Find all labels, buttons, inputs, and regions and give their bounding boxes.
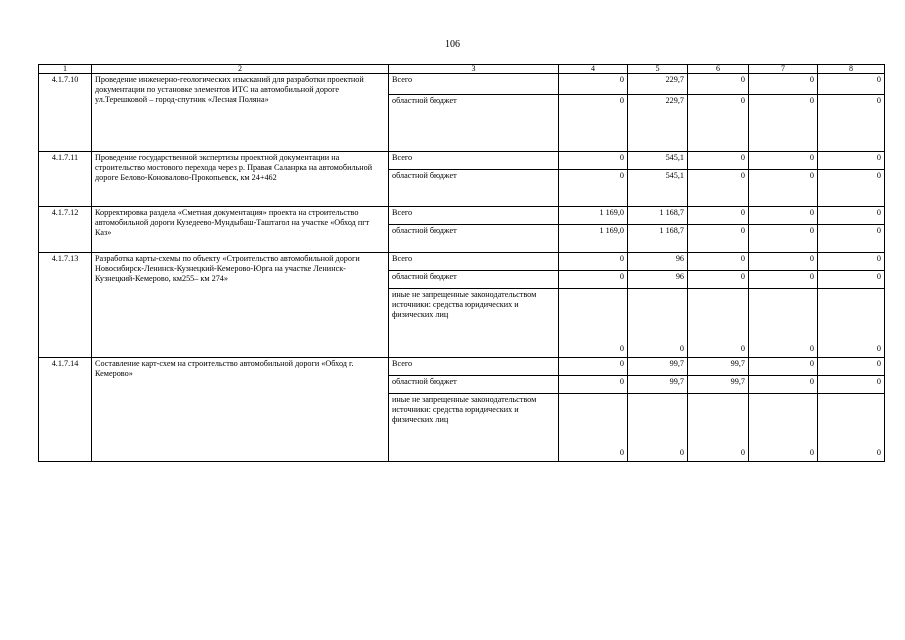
value-cell: 0 (688, 394, 749, 462)
value-cell: 0 (818, 170, 885, 207)
funding-source: иные не запрещенные законодательством источники: средства юридических и физических лиц (389, 394, 559, 462)
value-cell: 0 (559, 358, 628, 376)
item-name: Проведение инженерно-геологических изысканий для разработки проектной документации по установке элементов ИТС на автомобильной дороге ул.Терешковой – город-спутник «Лесная Поляна» (92, 74, 389, 152)
column-number: 5 (628, 65, 688, 74)
item-code: 4.1.7.12 (39, 207, 92, 253)
value-cell: 0 (559, 152, 628, 170)
value-cell: 0 (749, 207, 818, 225)
value-cell: 1 169,0 (559, 207, 628, 225)
funding-source: областной бюджет (389, 271, 559, 289)
value-cell: 0 (559, 289, 628, 358)
item-name: Составление карт-схем на строительство автомобильной дороги «Обход г. Кемерово» (92, 358, 389, 462)
value-cell: 0 (818, 152, 885, 170)
value-cell: 0 (688, 95, 749, 152)
value-cell: 0 (559, 394, 628, 462)
funding-table (38, 64, 885, 462)
table-row (39, 253, 885, 271)
value-cell: 0 (628, 394, 688, 462)
funding-source: областной бюджет (389, 376, 559, 394)
value-cell: 0 (749, 271, 818, 289)
item-code: 4.1.7.14 (39, 358, 92, 462)
value-cell: 0 (749, 95, 818, 152)
value-cell: 545,1 (628, 152, 688, 170)
value-cell: 0 (818, 358, 885, 376)
column-number: 4 (559, 65, 628, 74)
value-cell: 0 (818, 271, 885, 289)
funding-source: Всего (389, 207, 559, 225)
value-cell: 0 (559, 253, 628, 271)
value-cell: 0 (688, 152, 749, 170)
column-number: 7 (749, 65, 818, 74)
item-name: Корректировка раздела «Сметная документация» проекта на строительство автомобильной дороги Кузедеево-Мундыбаш-Таштагол на участке «Обход пгт Каз» (92, 207, 389, 253)
page-number: 106 (445, 39, 460, 50)
value-cell: 0 (818, 95, 885, 152)
funding-source: областной бюджет (389, 95, 559, 152)
table-row (39, 207, 885, 225)
funding-source: Всего (389, 74, 559, 95)
value-cell: 545,1 (628, 170, 688, 207)
column-number: 8 (818, 65, 885, 74)
value-cell: 0 (559, 376, 628, 394)
value-cell: 0 (749, 253, 818, 271)
value-cell: 0 (818, 225, 885, 253)
column-number: 2 (92, 65, 389, 74)
value-cell: 99,7 (688, 376, 749, 394)
value-cell: 0 (749, 152, 818, 170)
value-cell: 1 168,7 (628, 225, 688, 253)
item-code: 4.1.7.11 (39, 152, 92, 207)
value-cell: 0 (749, 376, 818, 394)
funding-source: областной бюджет (389, 225, 559, 253)
value-cell: 99,7 (688, 358, 749, 376)
value-cell: 0 (688, 74, 749, 95)
value-cell: 0 (559, 170, 628, 207)
value-cell: 0 (749, 358, 818, 376)
value-cell: 99,7 (628, 376, 688, 394)
column-number: 6 (688, 65, 749, 74)
item-code: 4.1.7.10 (39, 74, 92, 152)
value-cell: 0 (688, 271, 749, 289)
value-cell: 0 (818, 207, 885, 225)
value-cell: 0 (749, 289, 818, 358)
value-cell: 0 (688, 207, 749, 225)
column-number: 3 (389, 65, 559, 74)
funding-source: Всего (389, 152, 559, 170)
table-row (39, 358, 885, 376)
value-cell: 0 (688, 289, 749, 358)
value-cell: 0 (749, 225, 818, 253)
funding-source: областной бюджет (389, 170, 559, 207)
value-cell: 229,7 (628, 95, 688, 152)
value-cell: 96 (628, 271, 688, 289)
value-cell: 0 (749, 170, 818, 207)
value-cell: 0 (749, 74, 818, 95)
value-cell: 0 (688, 170, 749, 207)
column-number: 1 (39, 65, 92, 74)
value-cell: 0 (818, 376, 885, 394)
value-cell: 0 (559, 271, 628, 289)
value-cell: 0 (688, 253, 749, 271)
column-numbers-row (39, 65, 885, 74)
value-cell: 0 (749, 394, 818, 462)
value-cell: 0 (628, 289, 688, 358)
value-cell: 0 (559, 95, 628, 152)
value-cell: 0 (688, 225, 749, 253)
funding-source: Всего (389, 253, 559, 271)
value-cell: 99,7 (628, 358, 688, 376)
table-row (39, 74, 885, 95)
value-cell: 1 169,0 (559, 225, 628, 253)
item-name: Разработка карты-схемы по объекту «Строительство автомобильной дороги Новосибирск-Ленинск-Кузнецкий-Кемерово-Юрга на участке Ленинск-Кузнецкий-Кемерово, км255– км 274» (92, 253, 389, 358)
item-code: 4.1.7.13 (39, 253, 92, 358)
value-cell: 0 (818, 74, 885, 95)
table-row (39, 152, 885, 170)
value-cell: 96 (628, 253, 688, 271)
funding-source: Всего (389, 358, 559, 376)
funding-source: иные не запрещенные законодательством источники: средства юридических и физических лиц (389, 289, 559, 358)
value-cell: 1 168,7 (628, 207, 688, 225)
value-cell: 0 (818, 253, 885, 271)
value-cell: 229,7 (628, 74, 688, 95)
value-cell: 0 (559, 74, 628, 95)
value-cell: 0 (818, 394, 885, 462)
item-name: Проведение государственной экспертизы проектной документации на строительство мостового перехода через р. Правая Саланрка на автомобильной дороге Белово-Коновалово-Прокопьевск, км 24+462 (92, 152, 389, 207)
value-cell: 0 (818, 289, 885, 358)
